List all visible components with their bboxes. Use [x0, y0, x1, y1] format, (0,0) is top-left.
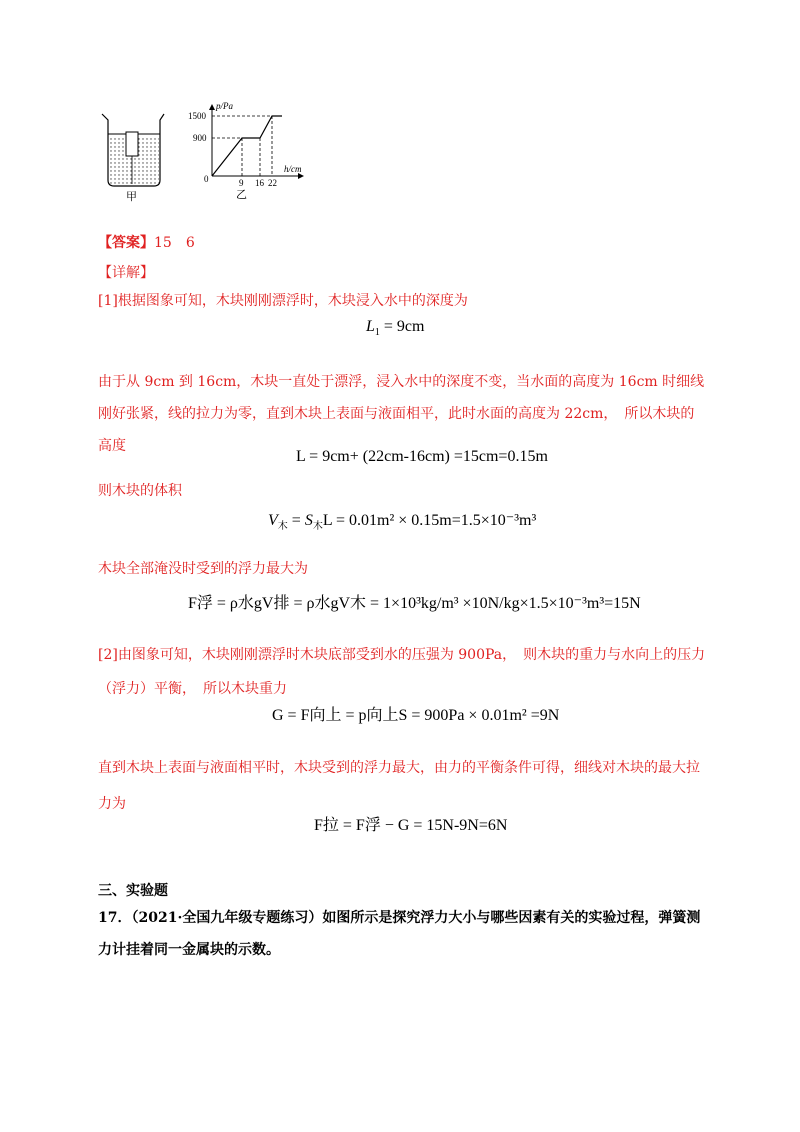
eq1-rhs: = 9cm	[379, 318, 425, 335]
x-axis-label: h/cm	[284, 164, 302, 174]
beaker-caption-text: 甲	[126, 190, 137, 203]
eq3-equals: =	[287, 512, 305, 529]
graph-caption: 乙	[236, 188, 247, 201]
equation-1	[366, 318, 424, 338]
paragraph-2: 由于从 9cm 到 16cm，木块一直处于漂浮，浸入水中的深度不变，当水面的高度为 16cm 时细线刚好张紧，线的拉力为零，直到木块上表面与液面相平，此时水面的高度为 22cm， 所以木块的高度	[98, 374, 705, 454]
answer-label: 【答案】	[98, 235, 154, 251]
paragraph-1: [1]根据图象可知，木块刚刚漂浮时，木块浸入水中的深度为	[98, 293, 468, 309]
equation-5: G = F向上 = p向上S = 900Pa × 0.01m² =9N	[272, 707, 560, 724]
detail-label: 【详解】	[98, 265, 154, 281]
eq1-sub: 1	[374, 327, 380, 339]
pressure-depth-graph	[186, 102, 316, 202]
eq3-ssub: 木	[312, 521, 323, 533]
paragraph-5: [2]由图象可知，木块刚刚漂浮时木块底部受到水的压强为 900Pa， 则木块的重力与水向上的压力（浮力）平衡， 所以木块重力	[98, 647, 706, 697]
equation-2: L = 9cm+ (22cm-16cm) =15cm=0.15m	[296, 448, 548, 465]
x-tick-9: 9	[239, 178, 244, 188]
section-heading: 三、实验题	[98, 883, 168, 899]
origin-label: 0	[204, 174, 209, 184]
eq3-s: S	[304, 512, 313, 529]
eq3-vsub: 木	[277, 521, 288, 533]
paragraph-3: 则木块的体积	[98, 483, 182, 499]
eq1-lhs: L	[366, 318, 375, 335]
equation-4: F浮 = ρ水gV排 = ρ水gV木 = 1×10³kg/m³ ×10N/kg×1.5×10⁻³m³=15N	[188, 595, 641, 612]
x-tick-16: 16	[255, 178, 264, 188]
equation-6: F拉 = F浮 − G = 15N-9N=6N	[314, 817, 508, 834]
y-axis-label: p/Pa	[216, 102, 233, 111]
equation-3	[268, 510, 536, 532]
y-tick-900: 900	[193, 133, 207, 143]
paragraph-6: 直到木块上表面与液面相平时，木块受到的浮力最大，由力的平衡条件可得，细线对木块的最大拉力为	[98, 760, 700, 812]
paragraph-4: 木块全部淹没时受到的浮力最大为	[98, 561, 308, 577]
question-17: 17．（2021·全国九年级专题练习）如图所示是探究浮力大小与哪些因素有关的实验过程，弹簧测力计挂着同一金属块的示数。	[98, 910, 701, 958]
answer-line	[98, 232, 195, 254]
eq3-v: V	[268, 512, 278, 529]
y-tick-1500: 1500	[188, 111, 206, 121]
answer-values: 15 6	[154, 235, 195, 251]
eq3-rest: L = 0.01m² × 0.15m=1.5×10⁻³m³	[322, 512, 537, 529]
x-tick-22: 22	[268, 178, 277, 188]
